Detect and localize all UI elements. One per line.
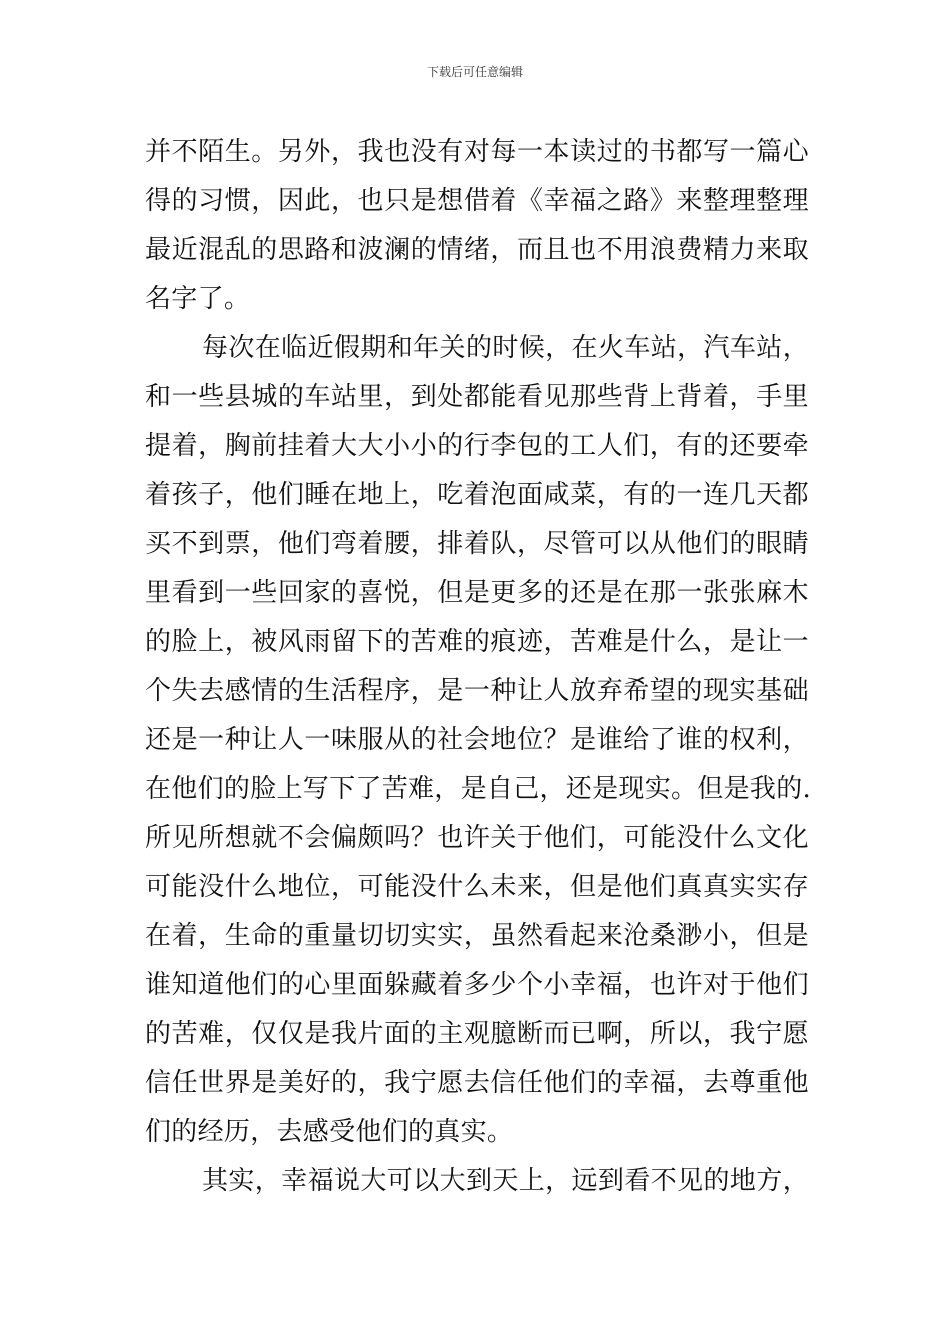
text-line: 里看到一些回家的喜悦，但是更多的还是在那一张张麻木 (145, 578, 809, 608)
text-line: 的脸上，被风雨留下的苦难的痕迹，苦难是什么，是让一 (145, 627, 809, 657)
document-body (145, 128, 812, 1206)
text-line: 信任世界是美好的，我宁愿去信任他们的幸福，去尊重他 (145, 1068, 809, 1098)
page-header: 下载后可任意编辑 (426, 65, 523, 79)
text-line: 买不到票，他们弯着腰，排着队，尽管可以从他们的眼睛 (145, 529, 809, 559)
text-line: 其实，幸福说大可以大到天上，远到看不见的地方， (202, 1166, 809, 1196)
text-line: 还是一种让人一味服从的社会地位？是谁给了谁的权利， (145, 725, 809, 755)
text-line: 在他们的脸上写下了苦难，是自己，还是现实。但是我的. (145, 774, 812, 804)
text-line: 和一些县城的车站里，到处都能看见那些背上背着，手里 (145, 382, 809, 412)
text-line: 的苦难，仅仅是我片面的主观臆断而已啊，所以，我宁愿 (145, 1019, 809, 1049)
text-line: 提着，胸前挂着大大小小的行李包的工人们，有的还要牵 (145, 431, 809, 461)
text-line: 名字了。 (145, 284, 251, 314)
text-line: 可能没什么地位，可能没什么未来，但是他们真真实实存 (145, 872, 809, 902)
text-line: 最近混乱的思路和波澜的情绪，而且也不用浪费精力来取 (145, 235, 809, 265)
text-line: 并不陌生。另外，我也没有对每一本读过的书都写一篇心 (145, 137, 809, 167)
text-line: 谁知道他们的心里面躲藏着多少个小幸福，也许对于他们 (145, 970, 809, 1000)
text-line: 个失去感情的生活程序，是一种让人放弃希望的现实基础 (145, 676, 809, 706)
text-line: 们的经历，去感受他们的真实。 (145, 1117, 514, 1147)
text-line: 着孩子，他们睡在地上，吃着泡面咸菜，有的一连几天都 (145, 480, 809, 510)
text-line: 得的习惯，因此，也只是想借着《幸福之路》来整理整理 (145, 186, 809, 216)
text-line: 每次在临近假期和年关的时候，在火车站，汽车站， (202, 333, 809, 363)
text-line: 在着，生命的重量切切实实，虽然看起来沧桑渺小，但是 (145, 921, 809, 951)
text-line: 所见所想就不会偏颇吗？也许关于他们，可能没什么文化 (145, 823, 809, 853)
